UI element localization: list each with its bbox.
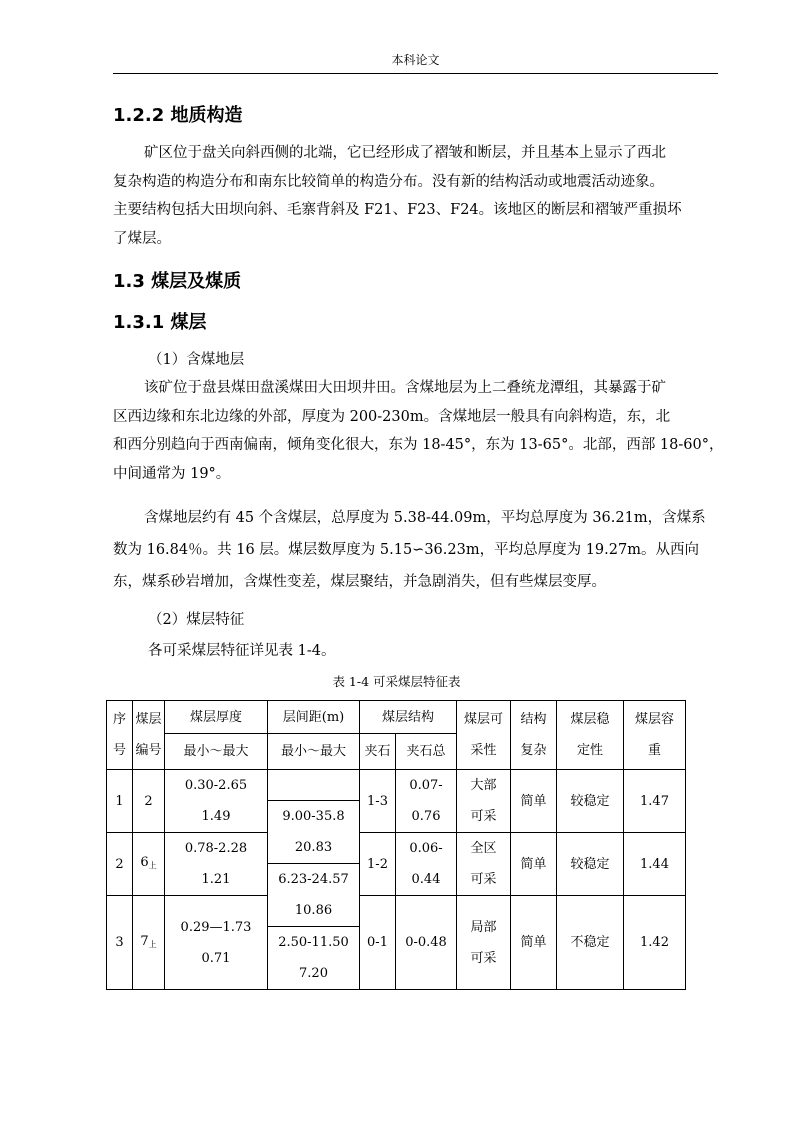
header-rule — [113, 73, 718, 74]
cell-code: 6上 — [133, 833, 165, 896]
paragraph-line: 矿区位于盘关向斜西侧的北端，它已经形成了褶皱和断层，并且基本上显示了西北 — [144, 145, 666, 161]
cell-stability: 较稳定 — [557, 770, 624, 833]
header-stability: 煤层稳 定性 — [557, 701, 624, 770]
header-density: 煤层容 重 — [624, 701, 686, 770]
heading-1-3: 1.3 煤层及煤质 — [113, 271, 242, 292]
header-gap: 层间距(m) — [268, 701, 360, 734]
paragraph-line: 区西边缘和东北边缘的外部，厚度为 200-230m。含煤地层一般具有向斜构造，东，北 — [113, 408, 671, 425]
item-seam-features: （2）煤层特征 — [148, 612, 245, 628]
cell-density: 1.42 — [624, 896, 686, 990]
header-gap-sub: 最小～最大 — [268, 734, 360, 770]
cell-complexity: 简单 — [511, 833, 557, 896]
cell-code: 2 — [133, 770, 165, 833]
cell-thickness: 0.29—1.73 0.71 — [165, 896, 268, 990]
cell-gap: 9.00-35.8 20.83 — [268, 801, 360, 864]
cell-gap: 2.50-11.50 7.20 — [268, 927, 360, 990]
cell-mineability: 全区 可采 — [457, 833, 511, 896]
cell-thickness: 0.78-2.28 1.21 — [165, 833, 268, 896]
header-code: 煤层 编号 — [133, 701, 165, 770]
cell-density: 1.44 — [624, 833, 686, 896]
paragraph-line: 了煤层。 — [113, 230, 171, 247]
paragraph-line: 数为 16.84％。共 16 层。煤层数厚度为 5.15∽36.23m，平均总厚度为 19.27m。从西向 — [113, 542, 699, 558]
paragraph-line: 和西分别趋向于西南偏南，倾角变化很大，东为 18-45°，东为 13-65°。北部，西部 18-60°， — [113, 437, 724, 453]
table-reference: 各可采煤层特征详见表 1-4。 — [148, 643, 336, 659]
paragraph-line: 中间通常为 19°。 — [113, 465, 231, 482]
cell-stability: 不稳定 — [557, 896, 624, 990]
cell-density: 1.47 — [624, 770, 686, 833]
page-header: 本科论文 — [391, 53, 440, 67]
table-caption: 表 1-4 可采煤层特征表 — [332, 674, 461, 689]
heading-1-2-2: 1.2.2 地质构造 — [113, 105, 243, 126]
header-parting-total: 夹石总 — [396, 734, 457, 770]
cell-seq: 2 — [107, 833, 133, 896]
cell-parting-total: 0.07-0.76 — [396, 770, 457, 833]
cell-seq: 3 — [107, 896, 133, 990]
cell-gap-empty — [268, 770, 360, 801]
paragraph-line: 该矿位于盘县煤田盘溪煤田大田坝井田。含煤地层为上二叠统龙潭组，其暴露于矿 — [144, 380, 666, 396]
cell-seq: 1 — [107, 770, 133, 833]
paragraph-line: 东，煤系砂岩增加，含煤性变差，煤层聚结，并急剧消失，但有些煤层变厚。 — [113, 574, 606, 590]
header-complexity: 结构 复杂 — [511, 701, 557, 770]
paragraph-geology — [113, 139, 718, 253]
cell-parting: 0-1 — [360, 896, 396, 990]
paragraph-line: 复杂构造的构造分布和南东比较简单的构造分布。没有新的结构活动或地震活动迹象。 — [113, 173, 664, 190]
cell-gap: 6.23-24.57 10.86 — [268, 864, 360, 927]
header-parting: 夹石 — [360, 734, 396, 770]
cell-mineability: 大部 可采 — [457, 770, 511, 833]
header-mineability: 煤层可 采性 — [457, 701, 511, 770]
heading-1-3-1: 1.3.1 煤层 — [113, 312, 207, 333]
cell-thickness: 0.30-2.65 1.49 — [165, 770, 268, 833]
cell-parting-total: 0-0.48 — [396, 896, 457, 990]
header-seq: 序 号 — [107, 701, 133, 770]
paragraph-line: 主要结构包括大田坝向斜、毛寨背斜及 F21、F23、F24。该地区的断层和褶皱严重损坏 — [113, 202, 682, 218]
header-structure: 煤层结构 — [360, 701, 457, 734]
coal-seam-table — [106, 700, 686, 990]
cell-complexity: 简单 — [511, 770, 557, 833]
paragraph-coal-seams — [113, 502, 718, 598]
cell-parting: 1-2 — [360, 833, 396, 896]
paragraph-line: 含煤地层约有 45 个含煤层，总厚度为 5.38-44.09m，平均总厚度为 36.21m，含煤系 — [144, 510, 706, 526]
cell-mineability: 局部 可采 — [457, 896, 511, 990]
cell-parting: 1-3 — [360, 770, 396, 833]
paragraph-coal-strata — [113, 374, 724, 488]
cell-stability: 较稳定 — [557, 833, 624, 896]
header-thickness: 煤层厚度 — [165, 701, 268, 734]
cell-complexity: 简单 — [511, 896, 557, 990]
header-thickness-sub: 最小～最大 — [165, 734, 268, 770]
cell-code: 7上 — [133, 896, 165, 990]
cell-parting-total: 0.06-0.44 — [396, 833, 457, 896]
item-coal-strata: （1）含煤地层 — [148, 352, 245, 368]
